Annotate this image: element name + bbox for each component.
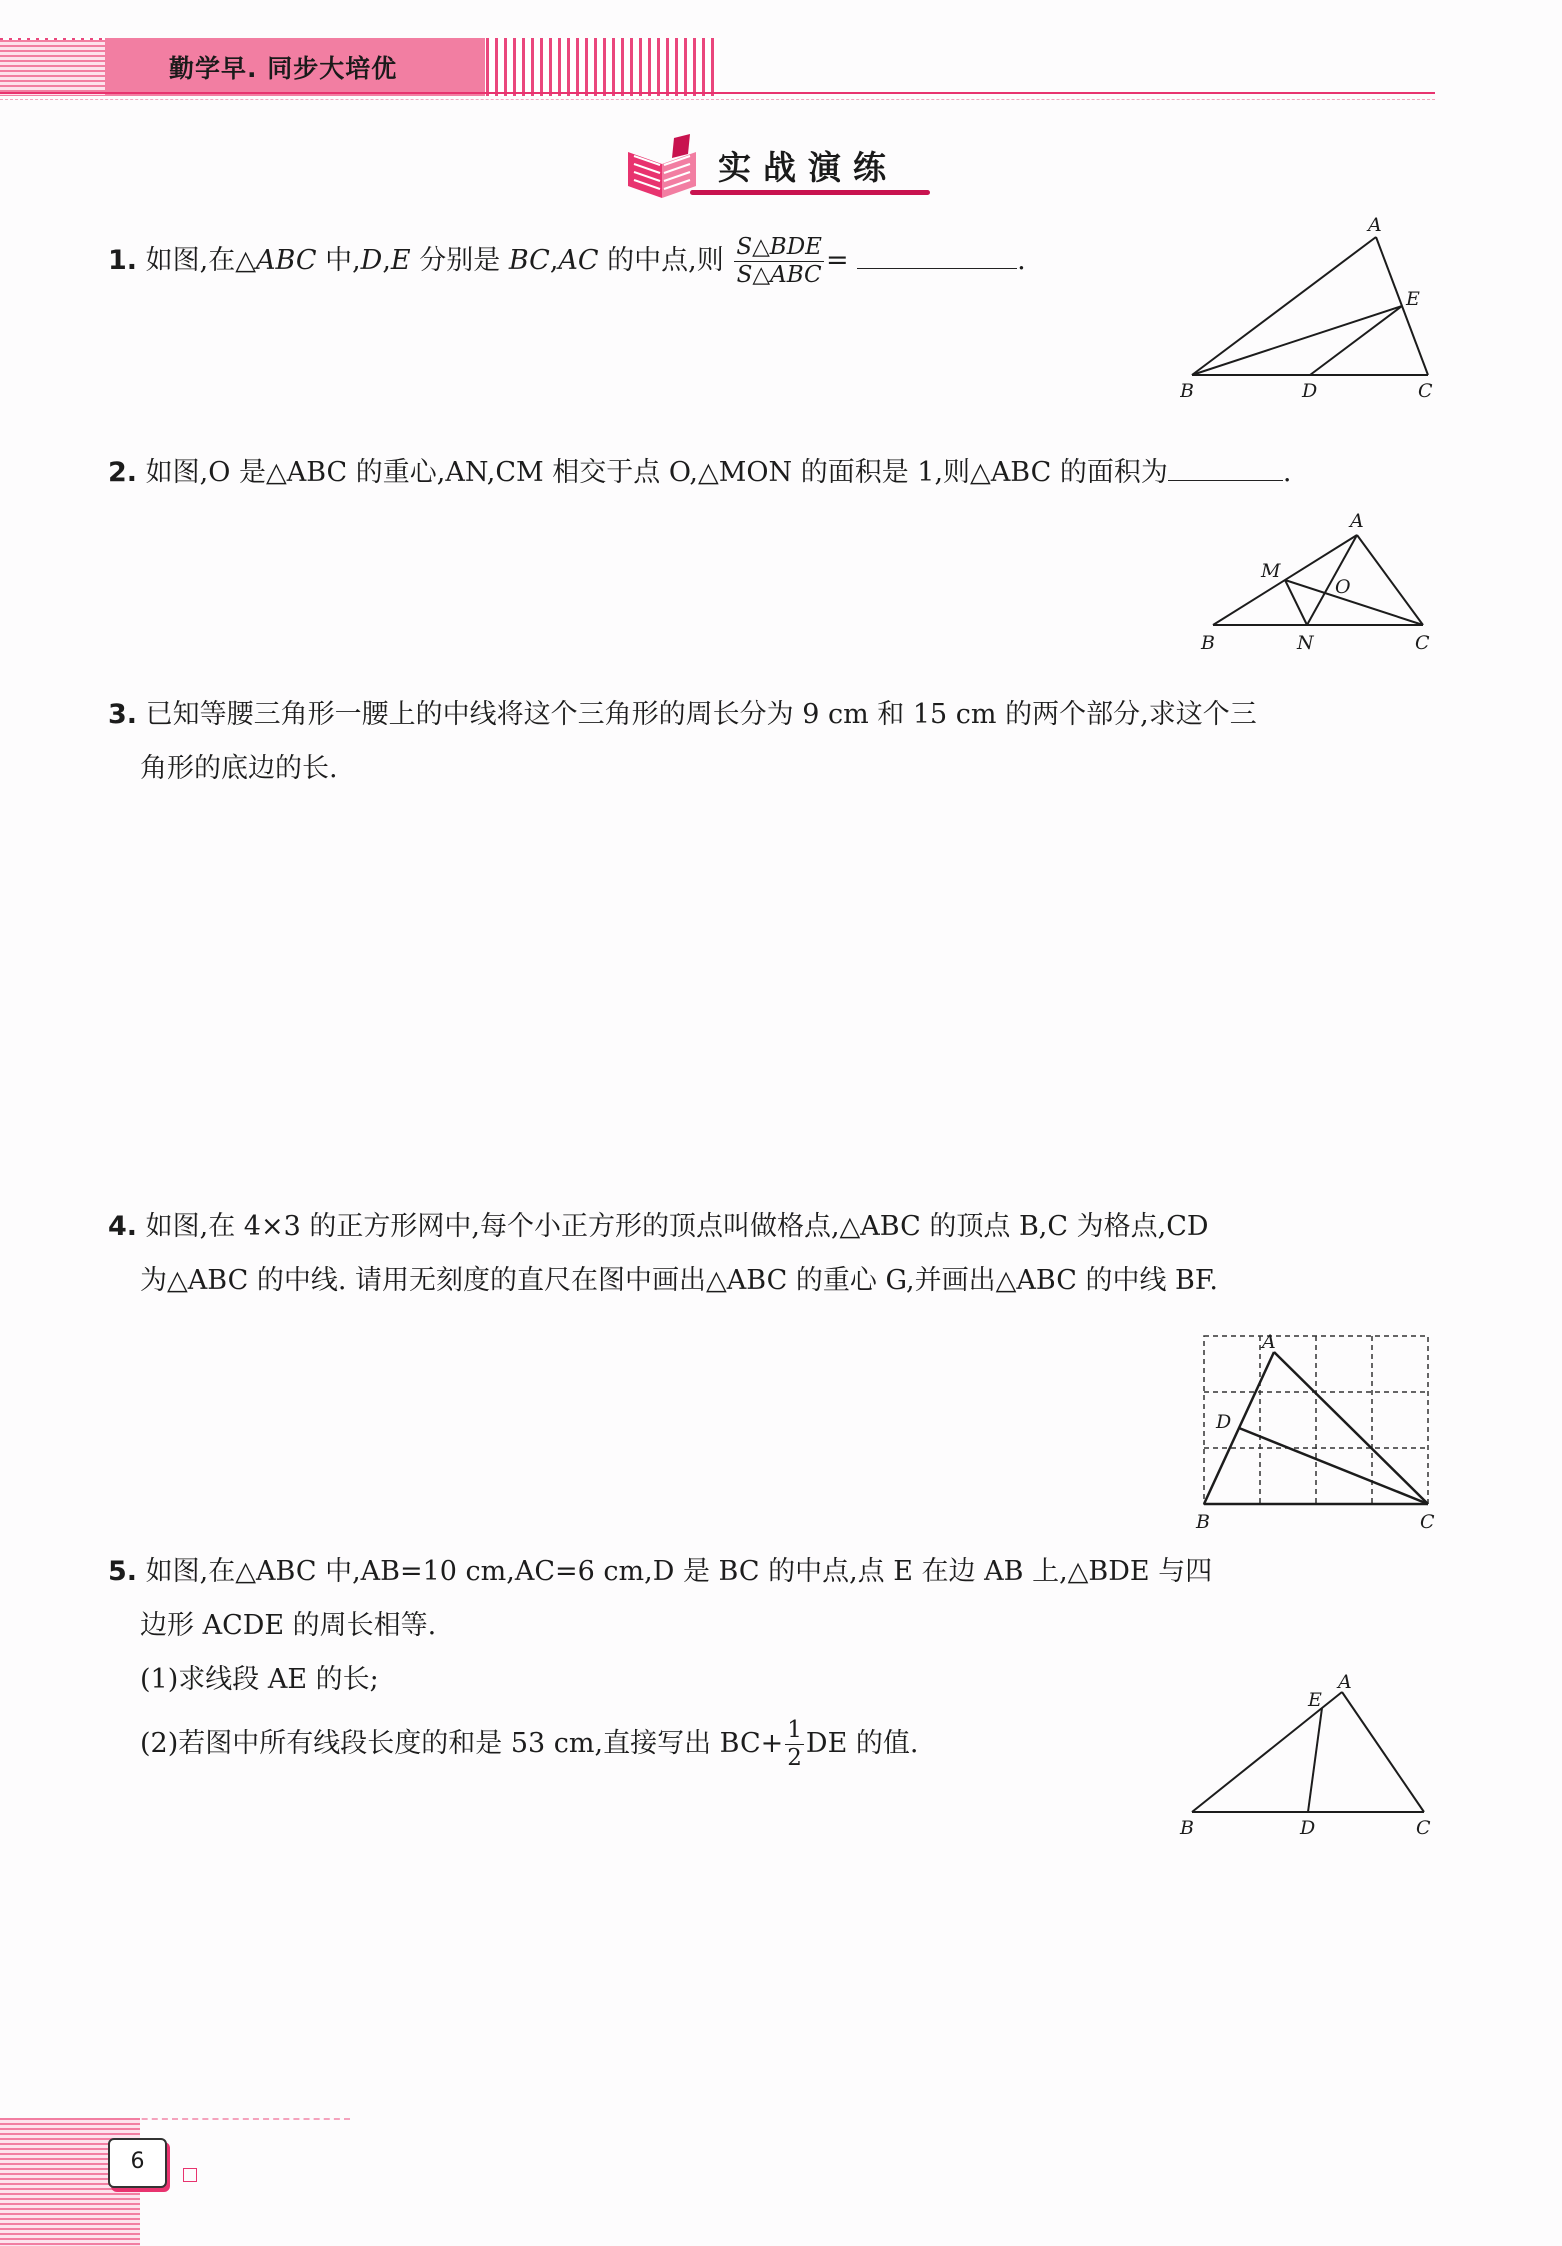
question-text: 中, (316, 245, 361, 276)
header-title-box (105, 38, 485, 96)
question-text: 角形的底边的长. (140, 753, 338, 784)
vertex-label-c: C (1418, 380, 1433, 402)
vertex-label-d: D (1216, 1411, 1232, 1433)
header-dashed-rule (0, 99, 1435, 100)
question-part-1: (1)求线段 AE 的长; (140, 1664, 379, 1695)
vertex-label-b: B (1201, 632, 1215, 654)
vertex-label-d: D (1300, 1817, 1316, 1839)
vertex-label-e: E (1406, 288, 1420, 310)
fraction-denominator: S△ABC (736, 262, 822, 288)
header-left-pattern (0, 40, 110, 96)
question-number: 5. (108, 1556, 138, 1587)
question-text: 如图,O 是△ABC 的重心,AN,CM 相交于点 O,△MON 的面积是 1,则△ABC 的面积为 (145, 457, 1168, 488)
figure-q1 (1180, 215, 1440, 405)
period: . (1017, 245, 1026, 276)
vertex-label-o: O (1335, 576, 1351, 598)
question-part-2: DE 的值. (805, 1728, 919, 1759)
vertex-label-a: A (1262, 1331, 1276, 1353)
question-3 (108, 688, 1257, 796)
vertex-label-b: B (1180, 1817, 1194, 1839)
question-2 (108, 446, 1292, 500)
figure-q2 (1195, 505, 1445, 655)
question-text: 如图,在△ABC 中,AB=10 cm,AC=6 cm,D 是 BC 的中点,点 E 在边 AB 上,△BDE 与四 (145, 1556, 1213, 1587)
page-number: 6 (108, 2138, 167, 2188)
answer-blank[interactable] (857, 268, 1017, 269)
period: . (1282, 457, 1292, 488)
question-text: BC (508, 245, 550, 276)
question-1 (108, 234, 1026, 289)
vertex-label-a: A (1368, 215, 1382, 236)
section-title: 实战演练 (718, 148, 898, 187)
answer-blank[interactable] (1168, 480, 1283, 481)
vertex-label-b: B (1180, 380, 1194, 402)
area-ratio-fraction (734, 234, 824, 289)
question-number: 3. (108, 699, 138, 730)
vertex-label-c: C (1416, 1817, 1431, 1839)
question-text: 分别是 (410, 245, 509, 276)
vertex-label-m: M (1261, 560, 1281, 582)
header-title: 勤学早. 同步大培优 (169, 54, 398, 83)
question-number: 2. (108, 457, 138, 488)
question-4 (108, 1200, 1218, 1308)
question-number: 4. (108, 1211, 138, 1242)
fraction-denominator: 2 (787, 1745, 802, 1771)
vertex-label-b: B (1196, 1511, 1210, 1530)
vertex-label-a: A (1350, 510, 1364, 532)
vertex-label-d: D (1302, 380, 1318, 402)
fraction-numerator: 1 (787, 1717, 802, 1743)
question-text: , (549, 245, 559, 276)
question-text: D (360, 245, 383, 276)
question-text: , (382, 245, 391, 276)
half-fraction (785, 1717, 804, 1772)
question-text: 为△ABC 的中线. 请用无刻度的直尺在图中画出△ABC 的重心 G,并画出△ABC 的中线 BF. (140, 1265, 1219, 1296)
question-text: 已知等腰三角形一腰上的中线将这个三角形的周长分为 9 cm 和 15 cm 的两个部分,求这个三 (145, 699, 1257, 730)
header-rule (0, 92, 1435, 94)
section-heading (622, 132, 922, 202)
question-text: AC (558, 245, 599, 276)
figure-q4-grid (1188, 1320, 1450, 1530)
vertex-label-e: E (1308, 1689, 1322, 1711)
question-text: ABC (256, 245, 317, 276)
vertex-label-n: N (1297, 632, 1314, 654)
question-part-2: (2)若图中所有线段长度的和是 53 cm,直接写出 BC+ (140, 1728, 784, 1759)
question-text: 如图,在△ (145, 245, 256, 276)
vertex-label-c: C (1420, 1511, 1435, 1530)
section-underline (690, 190, 930, 195)
vertex-label-c: C (1415, 632, 1430, 654)
fraction-numerator: S△BDE (736, 234, 822, 260)
vertex-label-a: A (1338, 1672, 1352, 1693)
equals-sign: = (825, 245, 849, 276)
question-text: 的中点,则 (598, 245, 724, 276)
question-5 (108, 1545, 1212, 1772)
question-text: E (390, 245, 411, 276)
question-text: 如图,在 4×3 的正方形网中,每个小正方形的顶点叫做格点,△ABC 的顶点 B,C 为格点,CD (145, 1211, 1209, 1242)
question-number: 1. (108, 245, 138, 276)
footer-square-icon (183, 2168, 197, 2182)
figure-q5 (1178, 1672, 1440, 1842)
question-text: 边形 ACDE 的周长相等. (140, 1610, 437, 1641)
